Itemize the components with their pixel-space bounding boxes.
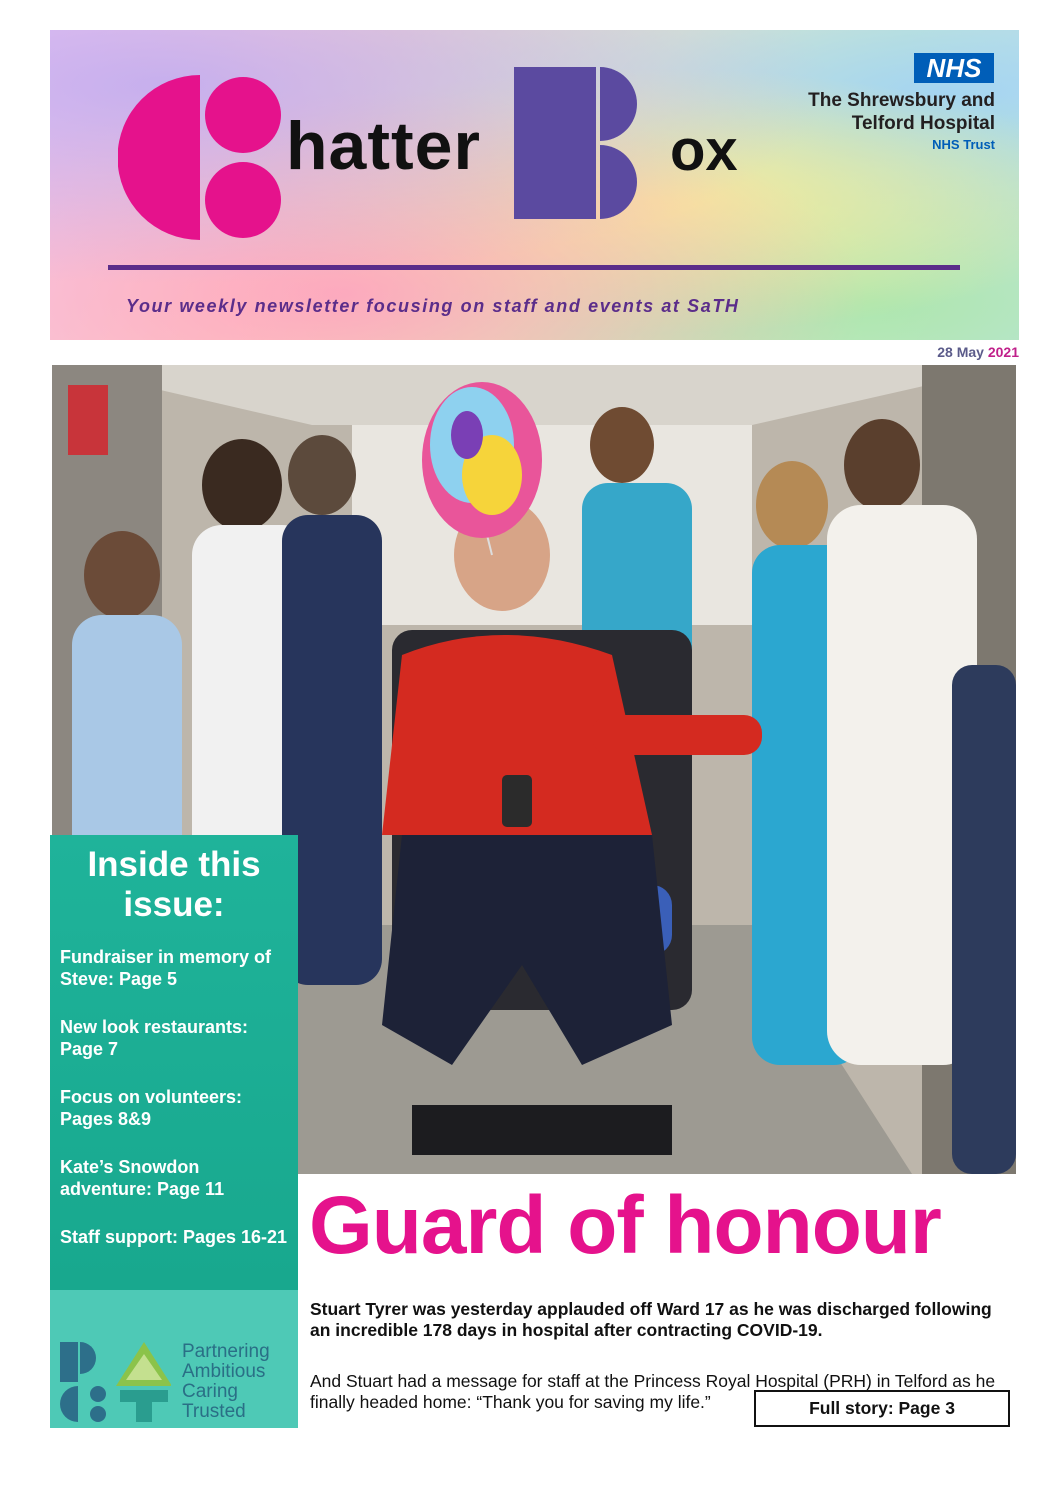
chatterbox-c-logo-icon — [118, 75, 283, 240]
logo-text-hatter: hatter — [286, 108, 481, 184]
trust-name-line1: The Shrewsbury and — [808, 90, 995, 111]
inside-item[interactable]: Fundraiser in memory of Steve: Page 5 — [60, 947, 272, 989]
nhs-logo: NHS — [914, 53, 994, 83]
value-trusted: Trusted — [182, 1401, 246, 1422]
trust-values-panel — [50, 1290, 298, 1428]
value-partnering: Partnering — [182, 1341, 270, 1362]
values-logo-icon — [56, 1342, 171, 1422]
inside-this-issue-panel — [50, 835, 298, 1290]
article-body: And Stuart had a message for staff at the Princess Royal Hospital (PRH) in Telford as he finally headed home: “Thank you for saving my life.” — [310, 1371, 996, 1412]
inside-panel-title: Inside this issue: — [87, 845, 261, 925]
value-caring: Caring — [182, 1381, 238, 1402]
issue-date — [937, 344, 1019, 360]
issue-date-day-month: 28 May — [937, 344, 984, 360]
chatterbox-b-logo-icon — [514, 67, 662, 219]
trust-name-line2: Telford Hospital — [851, 113, 995, 134]
masthead — [50, 30, 1019, 340]
issue-date-year: 2021 — [987, 344, 1019, 360]
full-story-link[interactable]: Full story: Page 3 — [754, 1390, 1010, 1427]
inside-item[interactable]: Staff support: Pages 16-21 — [60, 1227, 288, 1247]
inside-item[interactable]: New look restaurants: Page 7 — [60, 1017, 249, 1059]
inside-item[interactable]: Kate’s Snowdon adventure: Page 11 — [60, 1157, 225, 1199]
article-lead: Stuart Tyrer was yesterday applauded off Ward 17 as he was discharged following an incredible 178 days in hospital after contracting COVID-19. — [310, 1299, 992, 1340]
value-ambitious: Ambitious — [182, 1361, 266, 1382]
newsletter-tagline: Your weekly newsletter focusing on staff and events at SaTH — [126, 296, 740, 316]
inside-item[interactable]: Focus on volunteers: Pages 8&9 — [60, 1087, 243, 1129]
trust-name-line3: NHS Trust — [932, 137, 995, 152]
masthead-divider — [108, 265, 960, 270]
article-headline: Guard of honour — [309, 1180, 941, 1271]
logo-text-ox: ox — [670, 118, 738, 183]
